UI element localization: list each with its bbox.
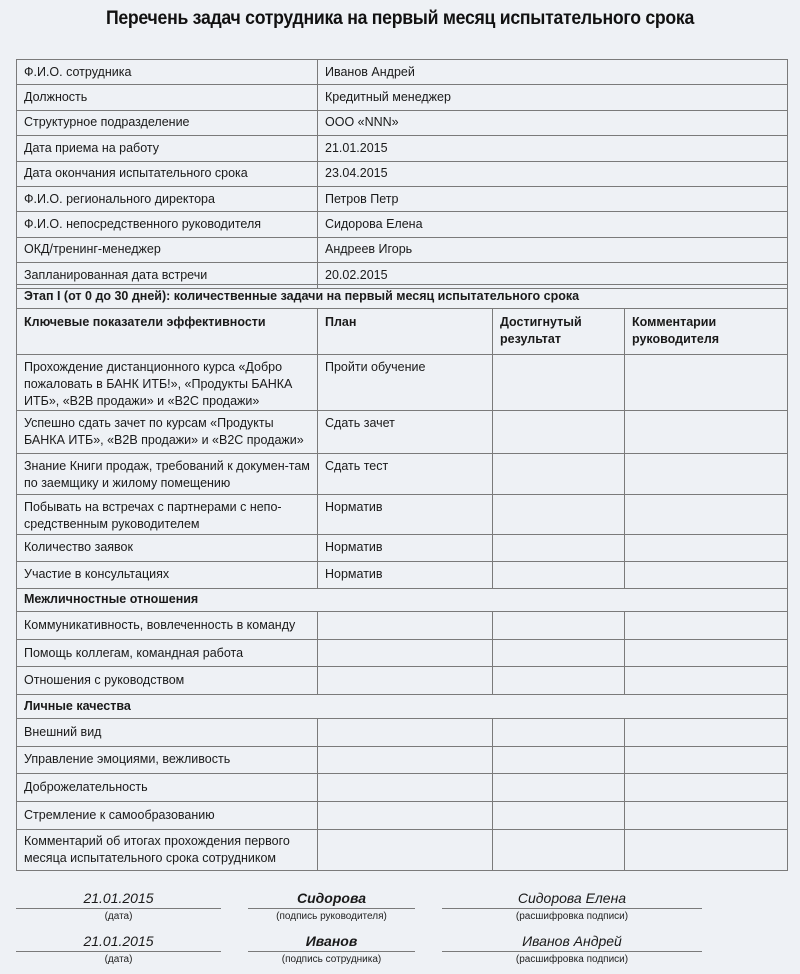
date-value[interactable]: 21.01.2015: [16, 931, 221, 952]
result-cell[interactable]: [493, 718, 625, 746]
interpersonal-row: [17, 667, 788, 695]
signature-value[interactable]: Сидорова: [248, 888, 415, 909]
header-plan: План: [318, 308, 493, 354]
kpi-plan[interactable]: Пройти обучение: [318, 354, 493, 410]
kpi-comment[interactable]: [625, 453, 788, 494]
signature-row: [0, 931, 800, 971]
comment-cell[interactable]: [625, 612, 788, 640]
plan-cell[interactable]: [318, 667, 493, 695]
kpi-comment[interactable]: [625, 561, 788, 588]
kpi-plan[interactable]: Сдать тест: [318, 453, 493, 494]
signature-decode-field: [442, 888, 702, 924]
kpi-header-row: [17, 308, 788, 354]
kpi-result[interactable]: [493, 534, 625, 561]
personal-row: [17, 829, 788, 870]
comment-cell[interactable]: [625, 801, 788, 829]
kpi-comment[interactable]: [625, 410, 788, 453]
info-row: [17, 136, 788, 161]
personal-row: [17, 718, 788, 746]
info-label: ОКД/тренинг-менеджер: [17, 237, 318, 262]
info-value[interactable]: Петров Петр: [318, 186, 788, 211]
kpi-row: [17, 534, 788, 561]
info-row: [17, 186, 788, 211]
info-value[interactable]: Кредитный менеджер: [318, 85, 788, 110]
kpi-plan[interactable]: Норматив: [318, 494, 493, 534]
comment-cell[interactable]: [625, 640, 788, 667]
info-label: Запланированная дата встречи: [17, 263, 318, 288]
info-label: Дата приема на работу: [17, 136, 318, 161]
header-indicator: Ключевые показатели эффективности: [17, 308, 318, 354]
info-value[interactable]: 20.02.2015: [318, 263, 788, 288]
result-cell[interactable]: [493, 612, 625, 640]
kpi-result[interactable]: [493, 561, 625, 588]
plan-cell[interactable]: [318, 612, 493, 640]
kpi-indicator: Успешно сдать зачет по курсам «Продукты БАНКА ИТБ», «B2B продажи» и «B2C продажи»: [17, 410, 318, 453]
kpi-plan[interactable]: Сдать зачет: [318, 410, 493, 453]
info-value[interactable]: Сидорова Елена: [318, 212, 788, 237]
date-field: [16, 888, 221, 924]
signature-row: [0, 888, 800, 928]
comment-cell[interactable]: [625, 829, 788, 870]
personal-row: [17, 773, 788, 801]
personal-item: Комментарий об итогах прохождения первого месяца испытательного срока сотрудником: [17, 829, 318, 870]
signature-caption: (подпись руководителя): [276, 911, 387, 922]
date-field: [16, 931, 221, 967]
info-value[interactable]: Иванов Андрей: [318, 60, 788, 85]
personal-item: Доброжелательность: [17, 773, 318, 801]
kpi-comment[interactable]: [625, 494, 788, 534]
result-cell[interactable]: [493, 829, 625, 870]
stage-header-title: Этап I (от 0 до 30 дней): количественные задачи на первый месяц испытательного срока: [17, 285, 788, 309]
result-cell[interactable]: [493, 773, 625, 801]
interpersonal-item: Коммуникативность, вовлеченность в команду: [17, 612, 318, 640]
employee-info-table: [16, 59, 788, 289]
info-value[interactable]: 23.04.2015: [318, 161, 788, 186]
comment-cell[interactable]: [625, 746, 788, 773]
info-label: Ф.И.О. сотрудника: [17, 60, 318, 85]
date-caption: (дата): [104, 911, 133, 922]
info-label: Структурное подразделение: [17, 110, 318, 135]
plan-cell[interactable]: [318, 640, 493, 667]
kpi-indicator: Участие в консультациях: [17, 561, 318, 588]
kpi-row: [17, 410, 788, 453]
info-value[interactable]: 21.01.2015: [318, 136, 788, 161]
kpi-result[interactable]: [493, 494, 625, 534]
interpersonal-row: [17, 640, 788, 667]
info-label: Дата окончания испытательного срока: [17, 161, 318, 186]
personal-section: [17, 695, 788, 719]
comment-cell[interactable]: [625, 667, 788, 695]
kpi-result[interactable]: [493, 410, 625, 453]
plan-cell[interactable]: [318, 773, 493, 801]
signature-field: [248, 888, 415, 924]
signature-decode-field: [442, 931, 702, 967]
kpi-row: [17, 561, 788, 588]
result-cell[interactable]: [493, 801, 625, 829]
personal-section-title: Личные качества: [17, 695, 788, 719]
info-row: [17, 212, 788, 237]
kpi-row: [17, 494, 788, 534]
kpi-row: [17, 354, 788, 410]
comment-cell[interactable]: [625, 718, 788, 746]
info-value[interactable]: Андреев Игорь: [318, 237, 788, 262]
kpi-plan[interactable]: Норматив: [318, 534, 493, 561]
info-value[interactable]: ООО «NNN»: [318, 110, 788, 135]
plan-cell[interactable]: [318, 746, 493, 773]
interpersonal-section-title: Межличностные отношения: [17, 588, 788, 612]
header-result: Достигнутый результат: [493, 308, 625, 354]
result-cell[interactable]: [493, 640, 625, 667]
stage-tasks-table: [16, 284, 788, 871]
interpersonal-row: [17, 612, 788, 640]
kpi-row: [17, 453, 788, 494]
signature-value[interactable]: Иванов: [248, 931, 415, 952]
result-cell[interactable]: [493, 667, 625, 695]
signature-decode-value[interactable]: Сидорова Елена: [442, 888, 702, 909]
kpi-indicator: Прохождение дистанционного курса «Добро пожаловать в БАНК ИТБ!», «Продукты БАНКА ИТБ», «B2B продажи» и «B2C продажи»: [17, 354, 318, 410]
personal-item: Внешний вид: [17, 718, 318, 746]
info-row: [17, 161, 788, 186]
kpi-result[interactable]: [493, 354, 625, 410]
kpi-plan[interactable]: Норматив: [318, 561, 493, 588]
kpi-indicator: Количество заявок: [17, 534, 318, 561]
signature-decode-caption: (расшифровка подписи): [515, 911, 629, 922]
personal-row: [17, 801, 788, 829]
plan-cell[interactable]: [318, 718, 493, 746]
info-row: [17, 85, 788, 110]
result-cell[interactable]: [493, 746, 625, 773]
personal-row: [17, 746, 788, 773]
signature-decode-caption: (расшифровка подписи): [515, 954, 629, 965]
plan-cell[interactable]: [318, 801, 493, 829]
interpersonal-item: Помощь коллегам, командная работа: [17, 640, 318, 667]
interpersonal-item: Отношения с руководством: [17, 667, 318, 695]
info-row: [17, 60, 788, 85]
date-caption: (дата): [104, 954, 133, 965]
header-comment: Комментарии руководителя: [625, 308, 788, 354]
signature-field: [248, 931, 415, 967]
kpi-comment[interactable]: [625, 354, 788, 410]
page-title: Перечень задач сотрудника на первый месяц испытательного срока: [105, 8, 695, 29]
plan-cell[interactable]: [318, 829, 493, 870]
signature-decode-value[interactable]: Иванов Андрей: [442, 931, 702, 952]
date-value[interactable]: 21.01.2015: [16, 888, 221, 909]
kpi-indicator: Побывать на встречах с партнерами с непо-средственным руководителем: [17, 494, 318, 534]
info-row: [17, 237, 788, 262]
info-label: Ф.И.О. регионального директора: [17, 186, 318, 211]
stage-header: [17, 285, 788, 309]
kpi-comment[interactable]: [625, 534, 788, 561]
personal-item: Стремление к самообразованию: [17, 801, 318, 829]
info-label: Ф.И.О. непосредственного руководителя: [17, 212, 318, 237]
interpersonal-section: [17, 588, 788, 612]
kpi-result[interactable]: [493, 453, 625, 494]
comment-cell[interactable]: [625, 773, 788, 801]
personal-item: Управление эмоциями, вежливость: [17, 746, 318, 773]
kpi-indicator: Знание Книги продаж, требований к докумен-там по заемщику и жилому помещению: [17, 453, 318, 494]
signature-caption: (подпись сотрудника): [281, 954, 382, 965]
info-label: Должность: [17, 85, 318, 110]
info-row: [17, 110, 788, 135]
